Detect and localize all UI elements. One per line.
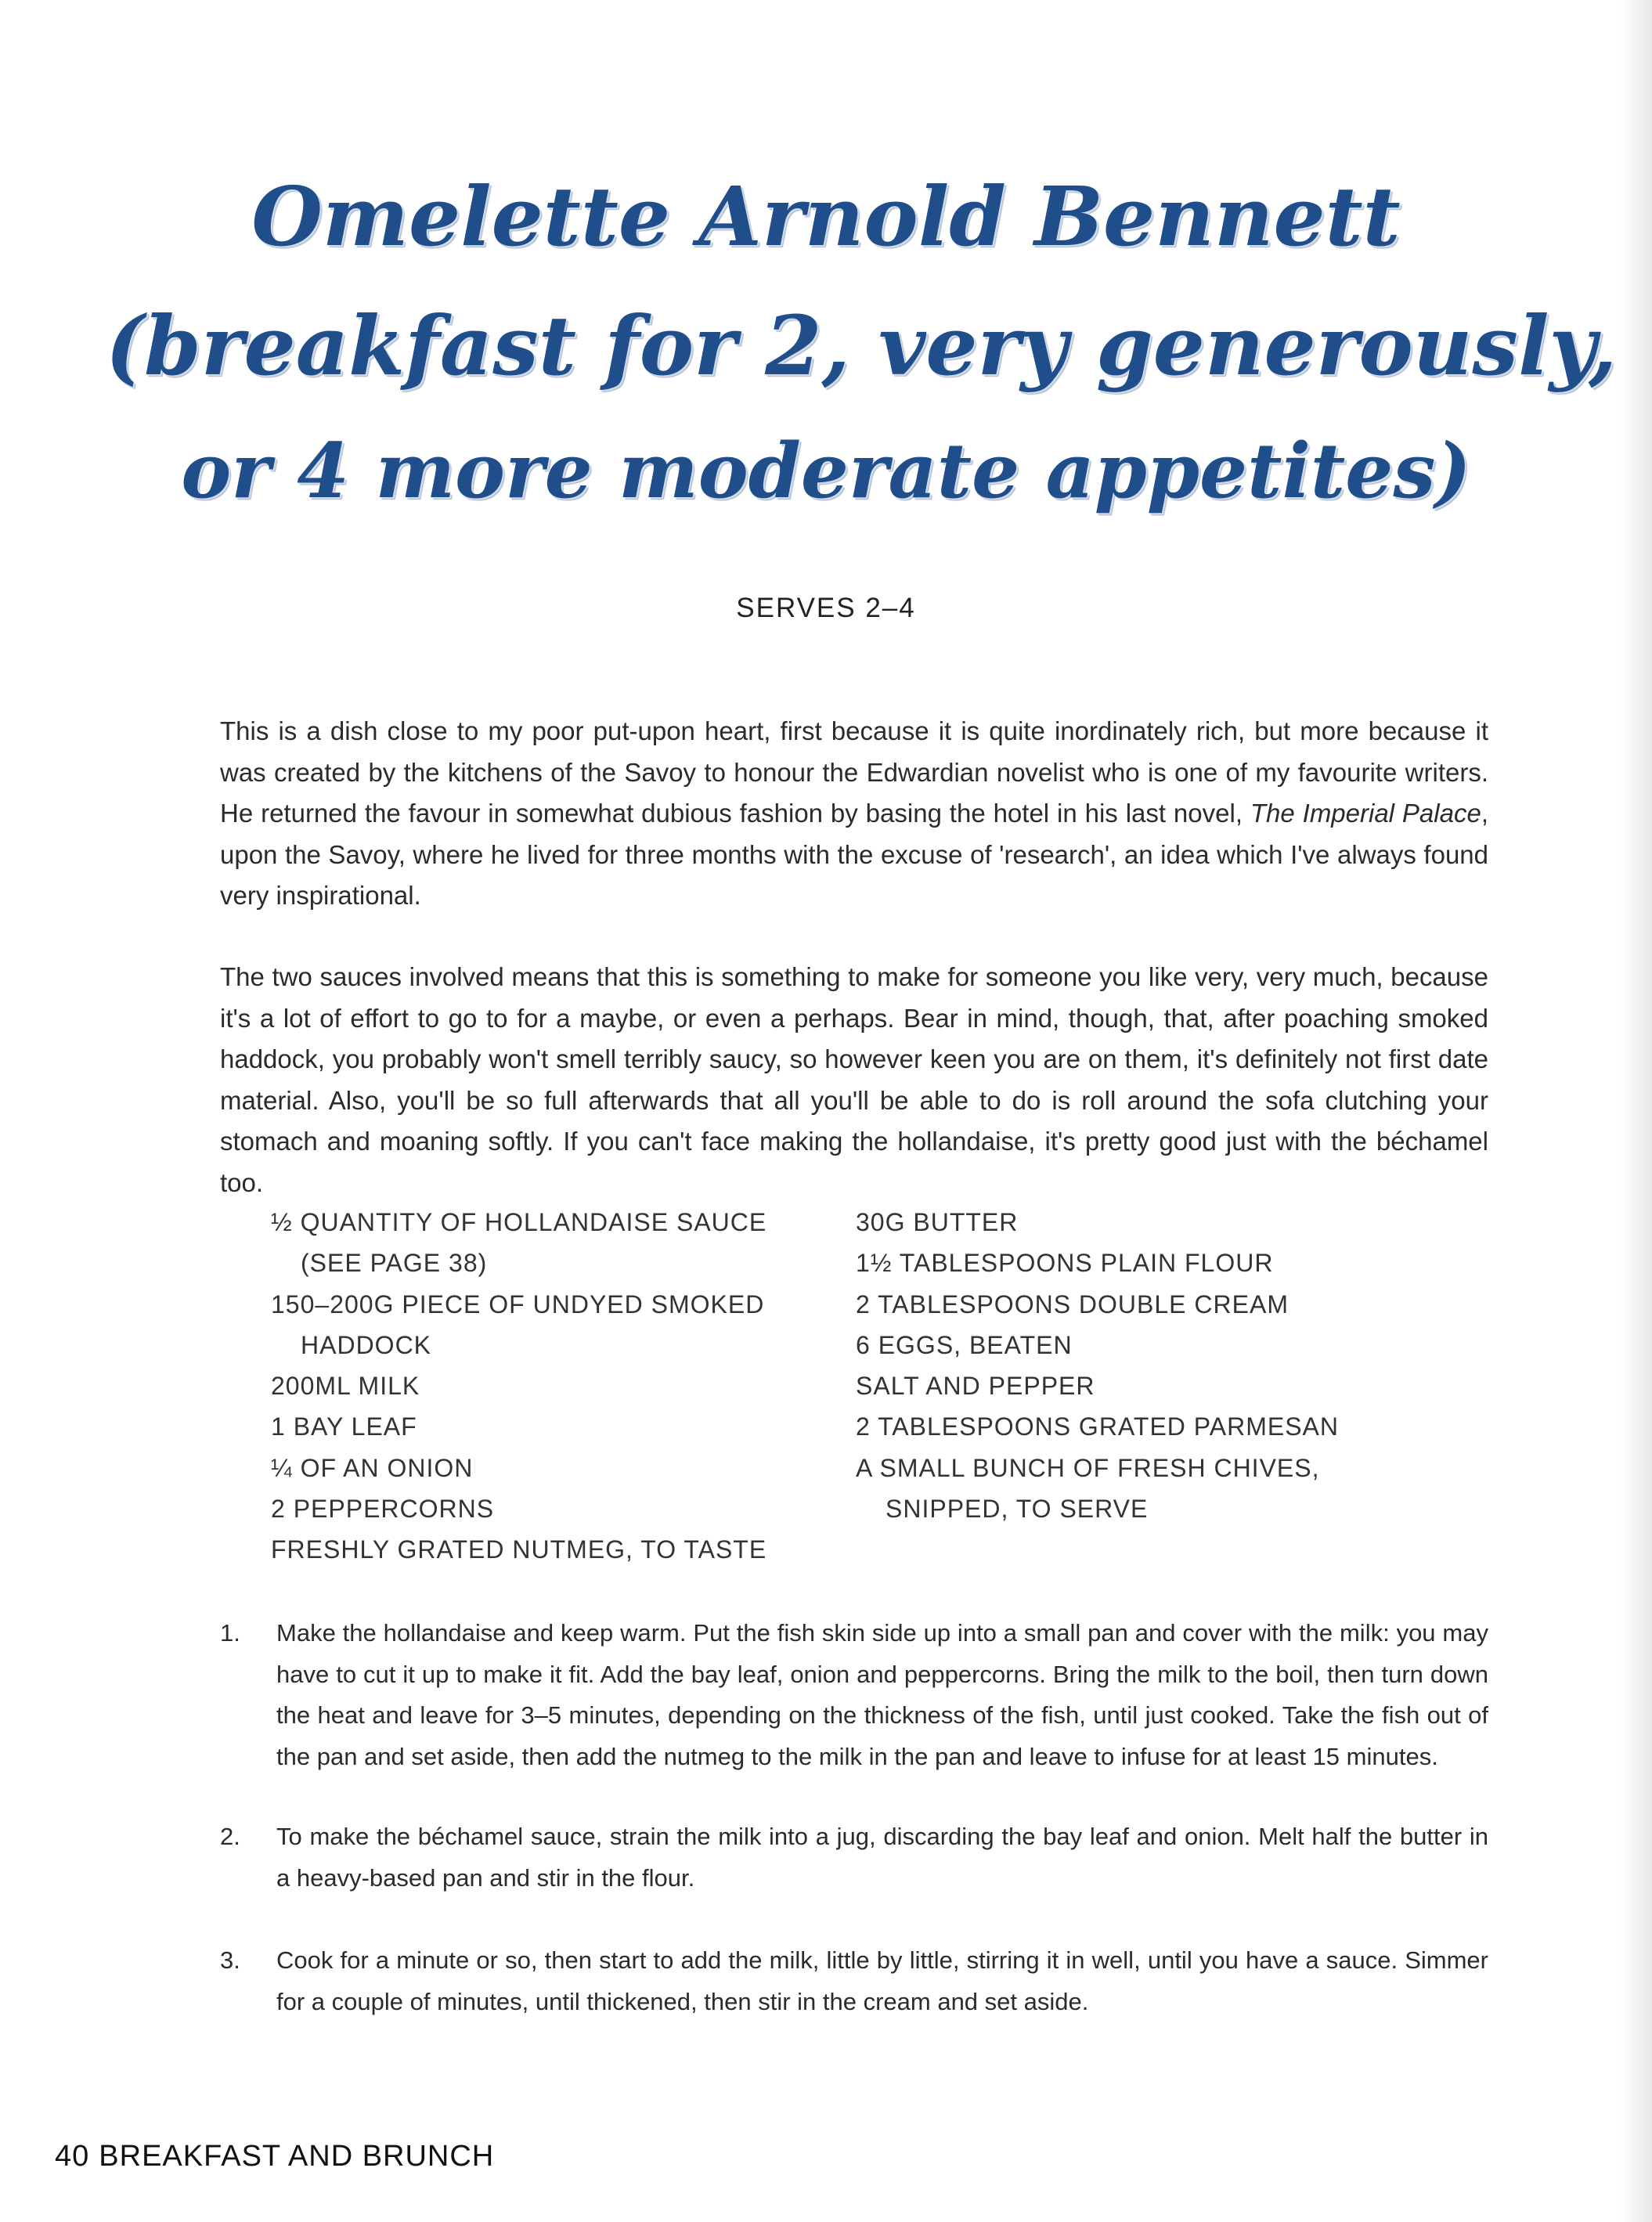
ingredient-item: ½ QUANTITY OF HOLLANDAISE SAUCE (SEE PAGE 38) bbox=[271, 1208, 767, 1278]
ingredient-item: ¼ OF AN ONION bbox=[271, 1453, 474, 1482]
intro-paragraph-1-text-a: This is a dish close to my poor put-upon heart, first because it is quite inordinately rich, but more because it was created by the kitchens of the Savoy to honour the Edwardian novelist who is one of my favourite writers. He returned the favour in somewhat dubious fashion by basing the hotel in his last novel, bbox=[220, 716, 1488, 828]
intro-paragraph-2: The two sauces involved means that this is something to make for someone you like very, very much, because it's a lot of effort to go to for a maybe, or even a perhaps. Bear in mind, though, that, after poaching smoked haddock, you probably won't smell terribly saucy, so however keen you are on them, it's definitely not first date material. Also, you'll be so full afterwards that all you'll be able to do is roll around the sofa clutching your stomach and moaning softly. If you can't face making the hollandaise, it's pretty good just with the béchamel too. bbox=[220, 962, 1488, 1197]
serves-label: SERVES 2–4 bbox=[736, 593, 916, 623]
ingredient-item: A SMALL BUNCH OF FRESH CHIVES, SNIPPED, TO SERVE bbox=[856, 1453, 1320, 1524]
ingredients-list-right bbox=[856, 1202, 1404, 1529]
recipe-title-line-1: Omelette Arnold Bennett bbox=[251, 168, 1401, 265]
ingredient-item: 1 BAY LEAF bbox=[271, 1412, 417, 1441]
step-text: To make the béchamel sauce, strain the milk into a jug, discarding the bay leaf and onion. Melt half the butter in a heavy-based pan and stir in the flour. bbox=[276, 1823, 1488, 1892]
page-number: 40 bbox=[55, 2140, 90, 2173]
ingredient-item: 2 TABLESPOONS GRATED PARMESAN bbox=[856, 1412, 1339, 1441]
step-number: 1. bbox=[220, 1619, 240, 1647]
ingredient-item: 1½ TABLESPOONS PLAIN FLOUR bbox=[856, 1249, 1274, 1278]
ingredients-list-left bbox=[271, 1202, 788, 1571]
section-name: BREAKFAST AND BRUNCH bbox=[99, 2140, 495, 2173]
step-number: 3. bbox=[220, 1946, 240, 1974]
step-text: Make the hollandaise and keep warm. Put the fish skin side up into a small pan and cover with the milk: you may have to cut it up to make it fit. Add the bay leaf, onion and peppercorns. Bring the milk to the boil, then turn down the heat and leave for 3–5 minutes, depending on the thickness of the fish, until just cooked. Take the fish out of the pan and set aside, then add the nutmeg to the milk in the pan and leave to infuse for at least 15 minutes. bbox=[276, 1619, 1488, 1770]
novel-title: The Imperial Palace bbox=[1250, 799, 1481, 828]
ingredient-item: 200ML MILK bbox=[271, 1372, 420, 1401]
step-text: Cook for a minute or so, then start to add the milk, little by little, stirring it in well, until you have a sauce. Simmer for a couple of minutes, until thickened, then stir in the cream and set aside. bbox=[276, 1946, 1488, 2015]
ingredient-item: 2 PEPPERCORNS bbox=[271, 1495, 495, 1524]
step-number: 2. bbox=[220, 1823, 240, 1850]
ingredient-item: 6 EGGS, BEATEN bbox=[856, 1330, 1073, 1359]
intro-paragraph-1 bbox=[220, 711, 1488, 917]
ingredient-item: 150–200G PIECE OF UNDYED SMOKED HADDOCK bbox=[271, 1290, 765, 1359]
ingredient-item: 30G BUTTER bbox=[856, 1208, 1019, 1236]
ingredient-item: FRESHLY GRATED NUTMEG, TO TASTE bbox=[271, 1535, 767, 1564]
recipe-title-line-2: (breakfast for 2, very generously, bbox=[105, 298, 1618, 394]
page-footer bbox=[55, 2140, 494, 2173]
intro-paragraph-1-text-b: , upon the Savoy, where he lived for three months with the excuse of 'research', an idea which I've always found very inspirational. bbox=[220, 799, 1488, 910]
recipe-title-line-3: or 4 more moderate appetites) bbox=[181, 427, 1471, 515]
ingredient-item: SALT AND PEPPER bbox=[856, 1372, 1095, 1401]
ingredient-item: 2 TABLESPOONS DOUBLE CREAM bbox=[856, 1290, 1289, 1318]
